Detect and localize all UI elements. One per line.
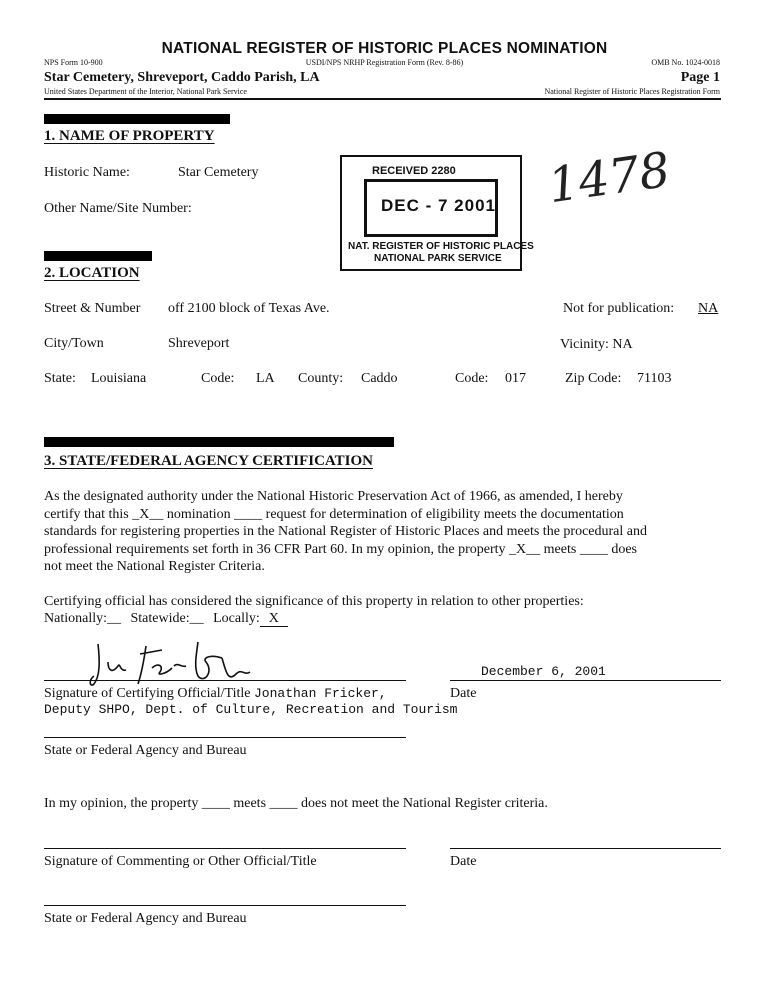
section-bar [44,251,152,261]
section-heading-location: 2. LOCATION [44,265,140,281]
locally-label: Locally: [213,611,260,626]
agency-line-2 [44,905,406,906]
form-number: NPS Form 10-900 [44,58,103,67]
agency-line [44,737,406,738]
received-stamp [340,155,534,271]
header-rule [44,98,721,100]
not-for-publication-label: Not for publication: [563,301,675,316]
state-code-value: LA [256,371,275,386]
agency-label-2: State or Federal Agency and Bureau [44,911,247,926]
registration-form-line: National Register of Historic Places Registration Form [544,87,720,96]
certification-paragraph [44,488,729,576]
nationally-field: Nationally:__ [44,611,121,626]
zip-value: 71103 [637,371,672,386]
nomination-mark: _X__ [132,506,164,522]
cert-line-3: standards for registering properties in the National Register of Historic Places and meets the procedural and [44,524,647,539]
handwritten-number: 1478 [544,141,674,215]
certifying-official-title [44,686,387,702]
meets-mark: _X__ [509,541,541,557]
cert-text: professional requirements set forth in 36 CFR Part 60. In my opinion, the property [44,541,510,557]
certification-date-line [450,680,721,681]
cert-text: certify that this [44,506,133,522]
cert-text: meets ____ does [540,541,637,557]
historic-name-label: Historic Name: [44,165,130,180]
city-value: Shreveport [168,336,230,351]
cert-text: nomination ____ request for determination of eligibility meets the documentation [163,506,624,522]
commenting-date-line [450,848,721,849]
date-label: Date [450,686,477,701]
property-header: Star Cemetery, Shreveport, Caddo Parish, LA [44,70,320,85]
commenting-signature-line [44,848,406,849]
certification-date: December 6, 2001 [481,664,606,679]
form-name: USDI/NPS NRHP Registration Form (Rev. 8-86) [305,58,464,67]
section-heading-name-of-property: 1. NAME OF PROPERTY [44,128,215,144]
stamp-received-text: RECEIVED 2280 [372,165,456,177]
zip-label: Zip Code: [565,371,622,386]
other-name-label: Other Name/Site Number: [44,201,192,216]
state-label: State: [44,371,76,386]
omb-number: OMB No. 1024-0018 [651,58,720,67]
agency-label: State or Federal Agency and Bureau [44,743,247,758]
cert-line-2 [44,506,729,524]
stamp-service-text: NATIONAL PARK SERVICE [374,253,502,264]
commenting-official-label: Signature of Commenting or Other Official/Title [44,854,317,869]
vicinity: Vicinity: NA [560,337,633,352]
section-heading-certification: 3. STATE/FEDERAL AGENCY CERTIFICATION [44,453,373,469]
official-title: Deputy SHPO, Dept. of Culture, Recreation and Tourism [44,702,458,717]
commenting-date-label: Date [450,854,477,869]
street-label: Street & Number [44,301,141,316]
street-value: off 2100 block of Texas Ave. [168,301,330,316]
stamp-register-text: NAT. REGISTER OF HISTORIC PLACES [348,241,534,252]
form-title: NATIONAL REGISTER OF HISTORIC PLACES NOMINATION [161,40,608,57]
section-bar [44,437,394,447]
page-number: Page 1 [680,70,720,85]
state-value: Louisiana [91,371,147,386]
stamp-date-box [364,179,498,237]
department-line: United States Department of the Interior, National Park Service [44,87,247,96]
county-code-label: Code: [455,371,489,386]
historic-name-value: Star Cemetery [178,165,259,180]
official-name: Jonathan Fricker, [253,686,387,701]
state-code-label: Code: [201,371,235,386]
significance-line: Certifying official has considered the significance of this property in relation to other properties: [44,594,584,609]
certifying-signature-line [44,680,406,681]
locally-value: X [260,612,288,627]
section-bar [44,114,230,124]
statewide-field: Statewide:__ [130,611,204,626]
opinion-line: In my opinion, the property ____ meets ____ does not meet the National Register criteria. [44,796,548,811]
cert-line-5: not meet the National Register Criteria. [44,559,265,574]
significance-levels [44,611,288,627]
handwritten-signature [86,632,256,690]
county-label: County: [298,371,344,386]
not-for-publication-value: NA [698,301,719,316]
city-label: City/Town [44,336,104,351]
signature-label: Signature of Certifying Official/Title [44,686,254,701]
cert-line-4 [44,541,729,559]
county-code-value: 017 [505,371,526,386]
county-value: Caddo [361,371,398,386]
cert-line-1: As the designated authority under the National Historic Preservation Act of 1966, as amended, I hereby [44,489,623,504]
stamp-date: DEC - 7 2001 [381,196,496,215]
